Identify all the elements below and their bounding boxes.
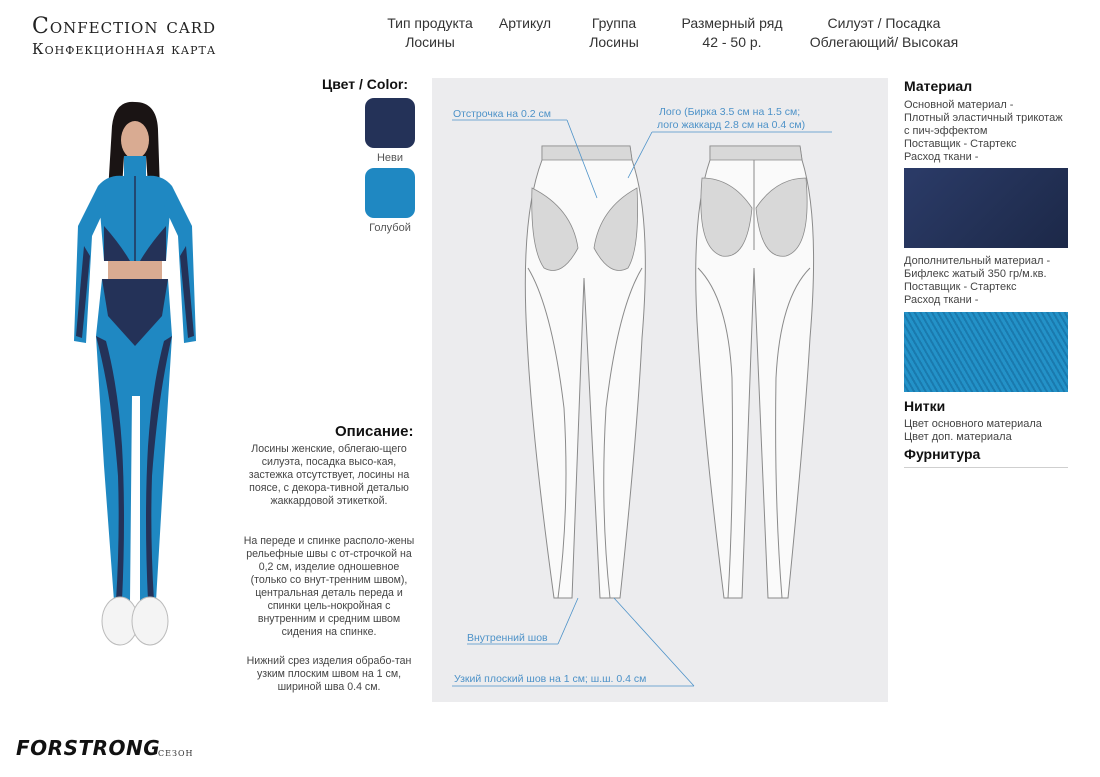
- material-line: Расход ткани -: [904, 151, 979, 163]
- material-line: Дополнительный материал -: [904, 255, 1051, 267]
- threads-line: Цвет доп. материала: [904, 431, 1012, 443]
- title-russian: Конфекционная карта: [32, 40, 217, 58]
- field-value: Лосины: [405, 34, 455, 50]
- description-paragraph: Лосины женские, облегаю-щего силуэта, посадка высо-кая, застежка отсутствует, лосины на поясе, с декора-тивной деталью жаккардовой этикеткой.: [248, 443, 410, 507]
- season-label: сезон: [158, 745, 194, 759]
- field-label: Тип продукта: [387, 15, 473, 31]
- color-swatch-label: Неви: [376, 152, 404, 164]
- field-article: [492, 14, 558, 33]
- threads-title: Нитки: [904, 398, 946, 414]
- material-line: Плотный эластичный трикотаж: [904, 112, 1063, 124]
- annotation-flat-seam: Узкий плоский шов на 1 см; ш.ш. 0.4 см: [454, 673, 647, 685]
- description-title: Описание:: [335, 423, 414, 440]
- field-label: Группа: [591, 15, 637, 31]
- main-material-info: [904, 99, 1094, 164]
- material-line: Расход ткани -: [904, 294, 979, 306]
- material-line: Поставщик - Стартекс: [904, 281, 1017, 293]
- field-label: Силуэт / Посадка: [827, 15, 941, 31]
- annotation-logo-line2: лого жаккард 2.8 см на 0.4 см): [657, 119, 806, 131]
- field-value: Облегающий/ Высокая: [809, 34, 959, 50]
- hardware-title: Фурнитура: [904, 446, 981, 462]
- field-label: Размерный ряд: [681, 15, 783, 31]
- field-label: Артикул: [498, 15, 552, 31]
- annotation-logo-line1: Лого (Бирка 3.5 см на 1.5 см;: [659, 106, 801, 118]
- annotation-stitching: Отстрочка на 0.2 см: [453, 108, 551, 120]
- threads-line: Цвет основного материала: [904, 418, 1042, 430]
- annotation-inner-seam: Внутренний шов: [467, 632, 548, 644]
- extra-material-info: [904, 255, 1094, 307]
- material-line: с пич-эффектом: [904, 125, 988, 137]
- field-value: Лосины: [589, 34, 639, 50]
- material-line: Основной материал -: [904, 99, 1014, 111]
- leggings-flat-sketch: [432, 78, 888, 702]
- description-paragraph: На переде и спинке располо-жены рельефные швы с от-строчкой на 0,2 см, изделие одношевное (только со внут-тренним швом), центральная деталь переда и спинки цель-нокройная с внутренним и средним швом сидения на спинке.: [243, 535, 415, 638]
- extra-fabric-sample: [904, 312, 1068, 392]
- title-english: Confection card: [32, 14, 217, 39]
- threads-info: [904, 418, 1094, 444]
- description-paragraph: Нижний срез изделия обрабо-тан узким плоским швом на 1 см, шириной шва 0.4 см.: [246, 655, 412, 693]
- brand-logo: FORSTRONG: [16, 736, 161, 760]
- field-value: 42 - 50 р.: [702, 34, 762, 50]
- main-fabric-sample: [904, 168, 1068, 248]
- color-swatch-blue: [365, 168, 415, 218]
- material-title: Материал: [904, 78, 973, 94]
- material-line: Поставщик - Стартекс: [904, 138, 1017, 150]
- field-product-type: [380, 14, 480, 52]
- color-section-title: Цвет / Color:: [322, 76, 408, 92]
- field-silhouette: [784, 14, 984, 52]
- color-swatch-label: Голубой: [369, 222, 411, 234]
- hardware-divider: [904, 467, 1068, 468]
- model-illustration: [60, 96, 210, 666]
- field-group: [576, 14, 652, 52]
- field-size-range: [670, 14, 794, 52]
- material-line: Бифлекс жатый 350 гр/м.кв.: [904, 268, 1047, 280]
- color-swatch-navy: [365, 98, 415, 148]
